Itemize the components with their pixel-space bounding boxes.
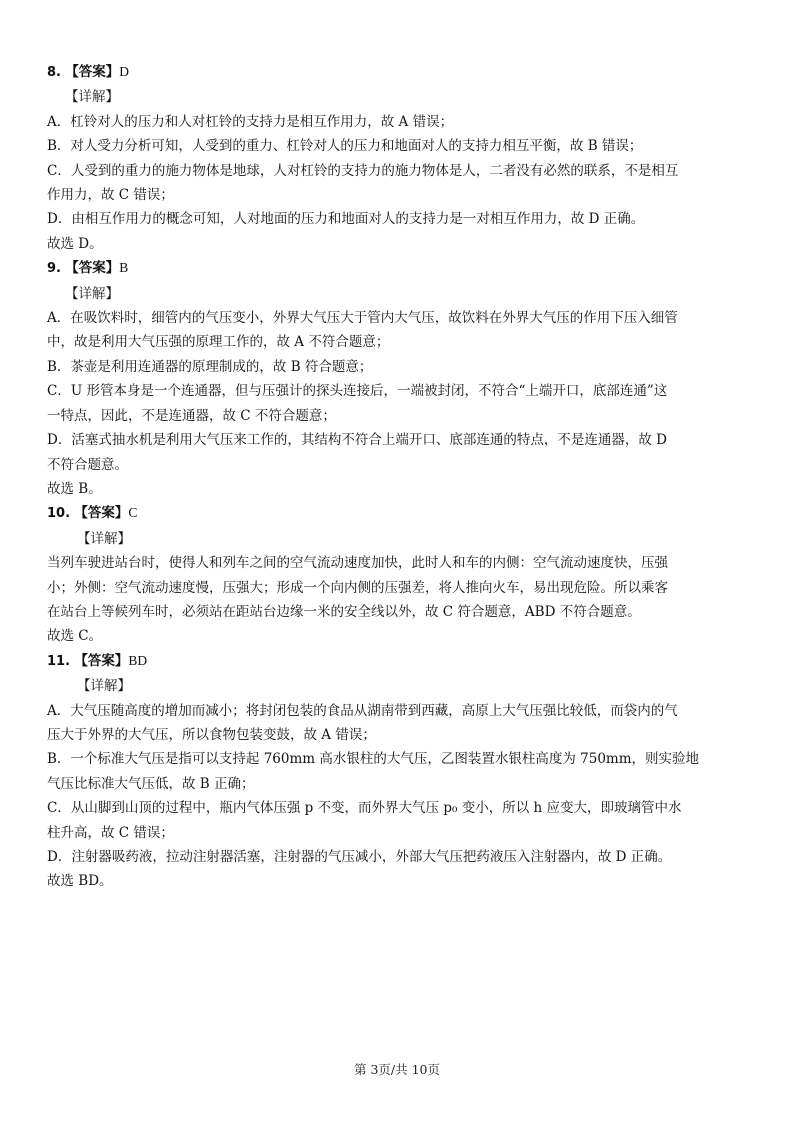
- answer-tag: 【答案】: [74, 652, 129, 669]
- explanation-line: B．一个标准大气压是指可以支持起 760mm 高水银柱的大气压，乙图装置水银柱高度为 750mm，则实验地: [47, 751, 700, 768]
- explanation-line: B．对人受力分析可知，人受到的重力、杠铃对人的压力和地面对人的支持力相互平衡，故 B 错误；: [47, 138, 643, 155]
- question-number: 11.: [47, 653, 71, 669]
- question-header: [47, 256, 747, 281]
- question-number: 9.: [47, 261, 61, 277]
- question-header: [47, 60, 747, 85]
- answer-tag: 【答案】: [65, 260, 120, 277]
- explanation-line: D．注射器吸药液，拉动注射器活塞，注射器的气压减小，外部大气压把药液压入注射器内，故 D 正确。: [47, 849, 672, 865]
- question-10: [47, 501, 747, 648]
- answer-content: [47, 60, 747, 894]
- explanation-line: A．大气压随高度的增加而减小；将封闭包装的食品从湖南带到西藏，高原上大气压强比较低，而袋内的气: [47, 702, 678, 719]
- detail-label: 【详解】: [65, 89, 119, 106]
- question-11: [47, 649, 747, 894]
- question-9: [47, 256, 747, 501]
- answer-value: BD: [128, 652, 148, 668]
- answer-value: D: [119, 64, 130, 79]
- question-header: [47, 501, 747, 526]
- conclusion-line: 故选 BD。: [47, 873, 113, 890]
- explanation-line: D．由相互作用力的概念可知，人对地面的压力和地面对人的支持力是一对相互作用力，故 D 正确。: [47, 211, 645, 228]
- conclusion-line: 故选 D。: [47, 235, 103, 252]
- explanation-line: 压大于外界的大气压，所以食物包装变鼓，故 A 错误；: [47, 726, 376, 743]
- explanation-line: 不符合题意。: [47, 456, 128, 473]
- explanation-line: 中，故是利用大气压强的原理工作的，故 A 不符合题意；: [47, 334, 390, 351]
- detail-label: 【详解】: [65, 285, 119, 302]
- explanation-line: D．活塞式抽水机是利用大气压来工作的，其结构不符合上端开口、底部连通的特点，不是连通器，故 D: [47, 432, 667, 449]
- explanation-line: C．人受到的重力的施力物体是地球，人对杠铃的支持力的施力物体是人，二者没有必然的联系，不是相互: [47, 162, 679, 179]
- page-footer: 第 3页/共 10页: [353, 1062, 441, 1077]
- answer-tag: 【答案】: [65, 64, 120, 80]
- explanation-line: C．从山脚到山顶的过程中，瓶内气体压强 p 不变，而外界大气压 p₀ 变小，所以 h 应变大，即玻璃管中水: [47, 800, 682, 817]
- detail-label: 【详解】: [77, 678, 131, 695]
- answer-tag: 【答案】: [74, 505, 129, 522]
- explanation-line: 在站台上等候列车时，必须站在距站台边缘一米的安全线以外，故 C 符合题意，ABD 不符合题意。: [47, 603, 641, 620]
- explanation-line: 气压比标准大气压低，故 B 正确；: [47, 775, 255, 792]
- explanation-line: A．在吸饮料时，细管内的气压变小，外界大气压大于管内大气压，故饮料在外界大气压的作用下压入细管: [47, 310, 678, 327]
- conclusion-line: 故选 C。: [47, 628, 103, 645]
- explanation-line: 柱升高，故 C 错误；: [47, 824, 174, 841]
- explanation-line: C．U 形管本身是一个连通器，但与压强计的探头连接后，一端被封闭，不符合“上端开口，底部连通”这: [47, 383, 668, 400]
- question-number: 10.: [47, 506, 71, 522]
- explanation-line: 作用力，故 C 错误；: [47, 187, 174, 204]
- conclusion-line: 故选 B。: [47, 480, 102, 497]
- question-8: [47, 60, 747, 256]
- question-number: 8.: [47, 65, 61, 80]
- explanation-line: 小；外侧：空气流动速度慢，压强大；形成一个向内侧的压强差，将人推向火车，易出现危险。所以乘客: [47, 579, 668, 596]
- explanation-line: B．茶壶是利用连通器的原理制成的，故 B 符合题意；: [47, 358, 373, 375]
- detail-label: 【详解】: [77, 530, 131, 547]
- question-header: [47, 649, 747, 674]
- answer-value: C: [128, 505, 138, 521]
- answer-value: B: [119, 260, 129, 276]
- explanation-line: A．杠铃对人的压力和人对杠铃的支持力是相互作用力，故 A 错误；: [47, 113, 454, 130]
- explanation-line: 当列车驶进站台时，使得人和列车之间的空气流动速度加快，此时人和车的内侧：空气流动速度快，压强: [47, 555, 668, 572]
- explanation-line: 一特点，因此，不是连通器，故 C 不符合题意；: [47, 407, 336, 424]
